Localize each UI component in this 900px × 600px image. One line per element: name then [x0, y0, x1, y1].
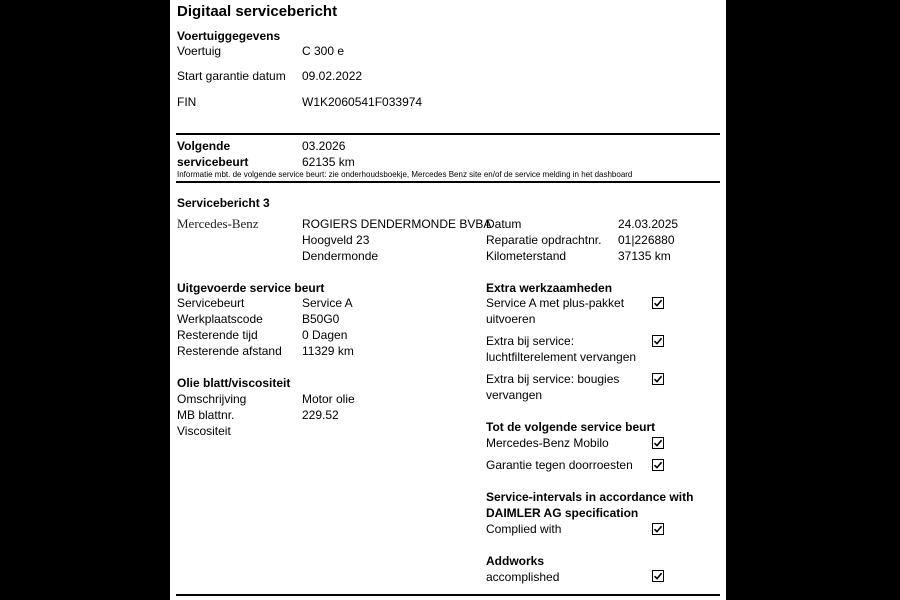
- intervals-heading-2: DAIMLER AG specification: [486, 506, 639, 520]
- service-report-page: [170, 0, 726, 600]
- oil-heading: Olie blatt/viscositeit: [177, 376, 291, 390]
- next-service-heading-2: servicebeurt: [177, 155, 249, 169]
- vehicle-label: Voertuig: [177, 44, 222, 58]
- vehicle-heading: Voertuiggegevens: [177, 29, 281, 43]
- next-service-heading-1: Volgende: [177, 139, 231, 153]
- divider: [176, 594, 720, 596]
- dealer-street: Hoogveld 23: [302, 233, 370, 247]
- checkbox-checked-icon[interactable]: [652, 437, 664, 449]
- vehicle-value: C 300 e: [302, 44, 345, 58]
- service-report-heading: Servicebericht 3: [177, 196, 270, 210]
- divider: [176, 133, 720, 135]
- checkbox-checked-icon[interactable]: [652, 523, 664, 535]
- dealer-name: ROGIERS DENDERMONDE BVBA: [302, 217, 492, 231]
- warranty-start-value: 09.02.2022: [302, 69, 363, 83]
- until-next-item: Garantie tegen doorroesten: [486, 458, 633, 472]
- fin-label: FIN: [177, 95, 197, 109]
- next-service-km: 62135 km: [302, 155, 355, 169]
- repair-order-value: 01|226880: [618, 233, 675, 247]
- performed-row-value: 11329 km: [302, 344, 354, 358]
- performed-row-value: Service A: [302, 296, 353, 310]
- until-next-heading: Tot de volgende service beurt: [486, 420, 656, 434]
- next-service-date: 03.2026: [302, 139, 346, 153]
- performed-row-label: Resterende afstand: [177, 344, 282, 358]
- extra-work-item-line1: Extra bij service:: [486, 334, 575, 348]
- warranty-start-label: Start garantie datum: [177, 69, 286, 83]
- oil-row-value: Motor olie: [302, 392, 355, 406]
- oil-row-label: MB blattnr.: [177, 408, 235, 422]
- date-value: 24.03.2025: [618, 217, 679, 231]
- mercedes-benz-logo: Mercedes-Benz: [177, 216, 259, 231]
- extra-work-item-line1: Service A met plus-pakket: [486, 296, 625, 310]
- performed-row-label: Servicebeurt: [177, 296, 245, 310]
- oil-row-label: Viscositeit: [177, 424, 231, 438]
- mileage-value: 37135 km: [618, 249, 671, 263]
- fin-value: W1K2060541F033974: [302, 95, 423, 109]
- extra-work-item-line2: luchtfilterelement vervangen: [486, 350, 637, 364]
- checkbox-checked-icon[interactable]: [652, 570, 664, 582]
- oil-row-label: Omschrijving: [177, 392, 247, 406]
- intervals-heading-1: Service-intervals in accordance with: [486, 490, 694, 504]
- performed-heading: Uitgevoerde service beurt: [177, 281, 325, 295]
- addworks-item: accomplished: [486, 570, 560, 584]
- checkbox-checked-icon[interactable]: [652, 373, 664, 385]
- date-label: Datum: [486, 217, 522, 231]
- divider: [176, 181, 720, 183]
- performed-row-label: Werkplaatscode: [177, 312, 263, 326]
- performed-row-value: 0 Dagen: [302, 328, 348, 342]
- page-title: Digitaal servicebericht: [177, 3, 338, 20]
- mileage-label: Kilometerstand: [486, 249, 567, 263]
- intervals-item: Complied with: [486, 522, 562, 536]
- dealer-city: Dendermonde: [302, 249, 379, 263]
- oil-row-value: 229.52: [302, 408, 339, 422]
- repair-order-label: Reparatie opdrachtnr.: [486, 233, 602, 247]
- checkbox-checked-icon[interactable]: [652, 459, 664, 471]
- performed-row-value: B50G0: [302, 312, 340, 326]
- extra-work-item-line2: vervangen: [486, 388, 543, 402]
- checkbox-checked-icon[interactable]: [652, 297, 664, 309]
- extra-work-heading: Extra werkzaamheden: [486, 281, 613, 295]
- extra-work-item-line1: Extra bij service: bougies: [486, 372, 620, 386]
- next-service-info: Informatie mbt. de volgende service beurt: zie onderhoudsboekje, Mercedes Benz site en/of de service melding in het dashboard: [177, 170, 633, 179]
- extra-work-item-line2: uitvoeren: [486, 312, 536, 326]
- checkbox-checked-icon[interactable]: [652, 335, 664, 347]
- performed-row-label: Resterende tijd: [177, 328, 258, 342]
- addworks-heading: Addworks: [486, 554, 545, 568]
- until-next-item: Mercedes-Benz Mobilo: [486, 436, 609, 450]
